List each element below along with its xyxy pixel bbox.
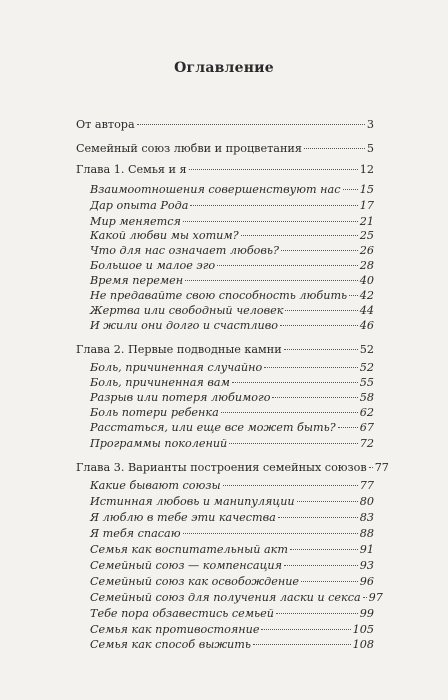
- toc-entry: [90, 607, 374, 621]
- dot-leader: [217, 265, 358, 266]
- dot-leader: [343, 189, 358, 190]
- toc-entry-title: Семья как способ выжить: [90, 638, 251, 651]
- toc-entry-title: Программы поколений: [90, 437, 228, 450]
- toc-entry-title: Время перемен: [90, 274, 184, 287]
- toc-entry-title: Я тебя спасаю: [90, 527, 181, 540]
- toc-entry-title: Семейный союз любви и процветания: [76, 142, 302, 155]
- toc-entry-page-number: 15: [359, 183, 374, 196]
- toc-entry: [90, 199, 374, 213]
- dot-leader: [253, 644, 351, 645]
- toc-entry: [90, 289, 374, 303]
- toc-entry-title: Семейный союз для получения ласки и секса: [90, 591, 361, 604]
- toc-entry-page-number: 5: [366, 142, 374, 155]
- toc-entry: [90, 479, 374, 493]
- toc-entry-title: Семейный союз — компенсация: [90, 559, 283, 572]
- toc-entry-page-number: 91: [359, 543, 374, 556]
- toc-entry-title: Семья как противостояние: [90, 623, 260, 636]
- toc-entry: [90, 543, 374, 557]
- toc-entry-page-number: 88: [359, 527, 374, 540]
- dot-leader: [137, 124, 365, 125]
- toc-entry: [90, 575, 374, 589]
- dot-leader: [272, 397, 357, 398]
- dot-leader: [185, 280, 358, 281]
- dot-leader: [229, 443, 358, 444]
- dot-leader: [221, 412, 358, 413]
- toc-entry-page-number: 28: [359, 259, 374, 272]
- toc-entry: [76, 142, 374, 156]
- toc-entry-title: Семейный союз как освобождение: [90, 575, 300, 588]
- toc-entry-page-number: 97: [368, 591, 383, 604]
- toc-entry-page-number: 99: [359, 607, 374, 620]
- dot-leader: [349, 295, 358, 296]
- dot-leader: [264, 367, 358, 368]
- toc-entry: [90, 244, 374, 258]
- toc-entry-title: Большое и малое эго: [90, 259, 216, 272]
- toc-entry-page-number: 44: [359, 304, 374, 317]
- dot-leader: [261, 629, 350, 630]
- dot-leader: [183, 533, 358, 534]
- toc-entry-title: Жертва или свободный человек: [90, 304, 284, 317]
- toc-entry-title: Тебе пора обзавестись семьей: [90, 607, 274, 620]
- toc-entry-title: Боль, причиненная случайно: [90, 361, 263, 374]
- toc-entry-page-number: 62: [359, 406, 374, 419]
- toc-entry-page-number: 21: [359, 215, 374, 228]
- toc-entry-page-number: 105: [352, 623, 374, 636]
- dot-leader: [241, 235, 358, 236]
- toc-entry: [90, 319, 374, 333]
- toc-entry: [90, 421, 374, 435]
- toc-entry-page-number: 12: [359, 163, 374, 176]
- toc-entry-title: Боль, причиненная вам: [90, 376, 230, 389]
- toc-entry: [90, 361, 374, 375]
- dot-leader: [281, 250, 358, 251]
- dot-leader: [183, 221, 358, 222]
- toc-entry-title: Мир меняется: [90, 215, 181, 228]
- toc-entry-title: Глава 2. Первые подводные камни: [76, 343, 282, 356]
- toc-entry-page-number: 77: [359, 479, 374, 492]
- dot-leader: [338, 427, 358, 428]
- toc-entry-page-number: 108: [352, 638, 374, 651]
- toc-entry-title: Расстаться, или еще все может быть?: [90, 421, 336, 434]
- toc-entry-title: Я люблю в тебе эти качества: [90, 511, 276, 524]
- toc-heading: Оглавление: [174, 60, 274, 76]
- toc-entry: [90, 229, 374, 243]
- dot-leader: [285, 310, 357, 311]
- dot-leader: [290, 549, 358, 550]
- toc-entry-page-number: 40: [359, 274, 374, 287]
- toc-entry: [90, 559, 374, 573]
- toc-entry: [90, 638, 374, 652]
- toc-entry-page-number: 17: [359, 199, 374, 212]
- toc-entry-title: Семья как воспитательный акт: [90, 543, 288, 556]
- toc-entry-page-number: 93: [359, 559, 374, 572]
- toc-entry-title: Что для нас означает любовь?: [90, 244, 280, 257]
- dot-leader: [276, 613, 358, 614]
- toc-entry-title: От автора: [76, 118, 135, 131]
- toc-entry-page-number: 26: [359, 244, 374, 257]
- dot-leader: [301, 581, 358, 582]
- toc-entry: [90, 527, 374, 541]
- toc-entry: [90, 511, 374, 525]
- toc-entry: [90, 591, 383, 605]
- toc-entry-page-number: 46: [359, 319, 374, 332]
- toc-entry-page-number: 58: [359, 391, 374, 404]
- dot-leader: [278, 517, 358, 518]
- toc-entry-title: Дар опыта Рода: [90, 199, 189, 212]
- toc-entry-page-number: 3: [366, 118, 374, 131]
- toc-entry-title: Боль потери ребенка: [90, 406, 219, 419]
- toc-entry: [90, 495, 374, 509]
- toc-entry: [76, 343, 374, 357]
- toc-entry-page-number: 52: [359, 343, 374, 356]
- toc-entry: [90, 406, 374, 420]
- toc-entry: [90, 259, 374, 273]
- dot-leader: [369, 467, 373, 468]
- toc-entry-title: Разрыв или потеря любимого: [90, 391, 271, 404]
- dot-leader: [304, 148, 365, 149]
- toc-entry-page-number: 52: [359, 361, 374, 374]
- dot-leader: [284, 349, 358, 350]
- toc-entry-page-number: 83: [359, 511, 374, 524]
- toc-entry-page-number: 77: [374, 461, 389, 474]
- toc-entry-title: Глава 3. Варианты построения семейных союзов: [76, 461, 367, 474]
- toc-entry-page-number: 55: [359, 376, 374, 389]
- toc-entry: [90, 304, 374, 318]
- toc-entry: [90, 183, 374, 197]
- toc-entry-title: И жили они долго и счастливо: [90, 319, 278, 332]
- toc-entry: [90, 623, 374, 637]
- dot-leader: [223, 485, 358, 486]
- toc-entry-page-number: 72: [359, 437, 374, 450]
- dot-leader: [280, 325, 358, 326]
- toc-entry-title: Не предавайте свою способность любить: [90, 289, 348, 302]
- toc-entry-page-number: 80: [359, 495, 374, 508]
- toc-entry-title: Глава 1. Семья и я: [76, 163, 187, 176]
- toc-entry-title: Какой любви мы хотим?: [90, 229, 239, 242]
- toc-entry: [76, 163, 374, 177]
- toc-entry-page-number: 67: [359, 421, 374, 434]
- dot-leader: [297, 501, 358, 502]
- toc-entry: [90, 274, 374, 288]
- dot-leader: [363, 597, 367, 598]
- dot-leader: [190, 205, 357, 206]
- toc-entry: [76, 461, 389, 475]
- toc-entry-title: Истинная любовь и манипуляции: [90, 495, 295, 508]
- toc-entry-page-number: 96: [359, 575, 374, 588]
- toc-entry-title: Взаимоотношения совершенствуют нас: [90, 183, 341, 196]
- dot-leader: [189, 169, 358, 170]
- dot-leader: [284, 565, 358, 566]
- toc-entry: [90, 437, 374, 451]
- toc-entry: [76, 118, 374, 132]
- toc-entry-page-number: 25: [359, 229, 374, 242]
- toc-entry: [90, 376, 374, 390]
- toc-entry-title: Какие бывают союзы: [90, 479, 221, 492]
- dot-leader: [232, 382, 358, 383]
- toc-entry: [90, 215, 374, 229]
- toc-entry: [90, 391, 374, 405]
- toc-entry-page-number: 42: [359, 289, 374, 302]
